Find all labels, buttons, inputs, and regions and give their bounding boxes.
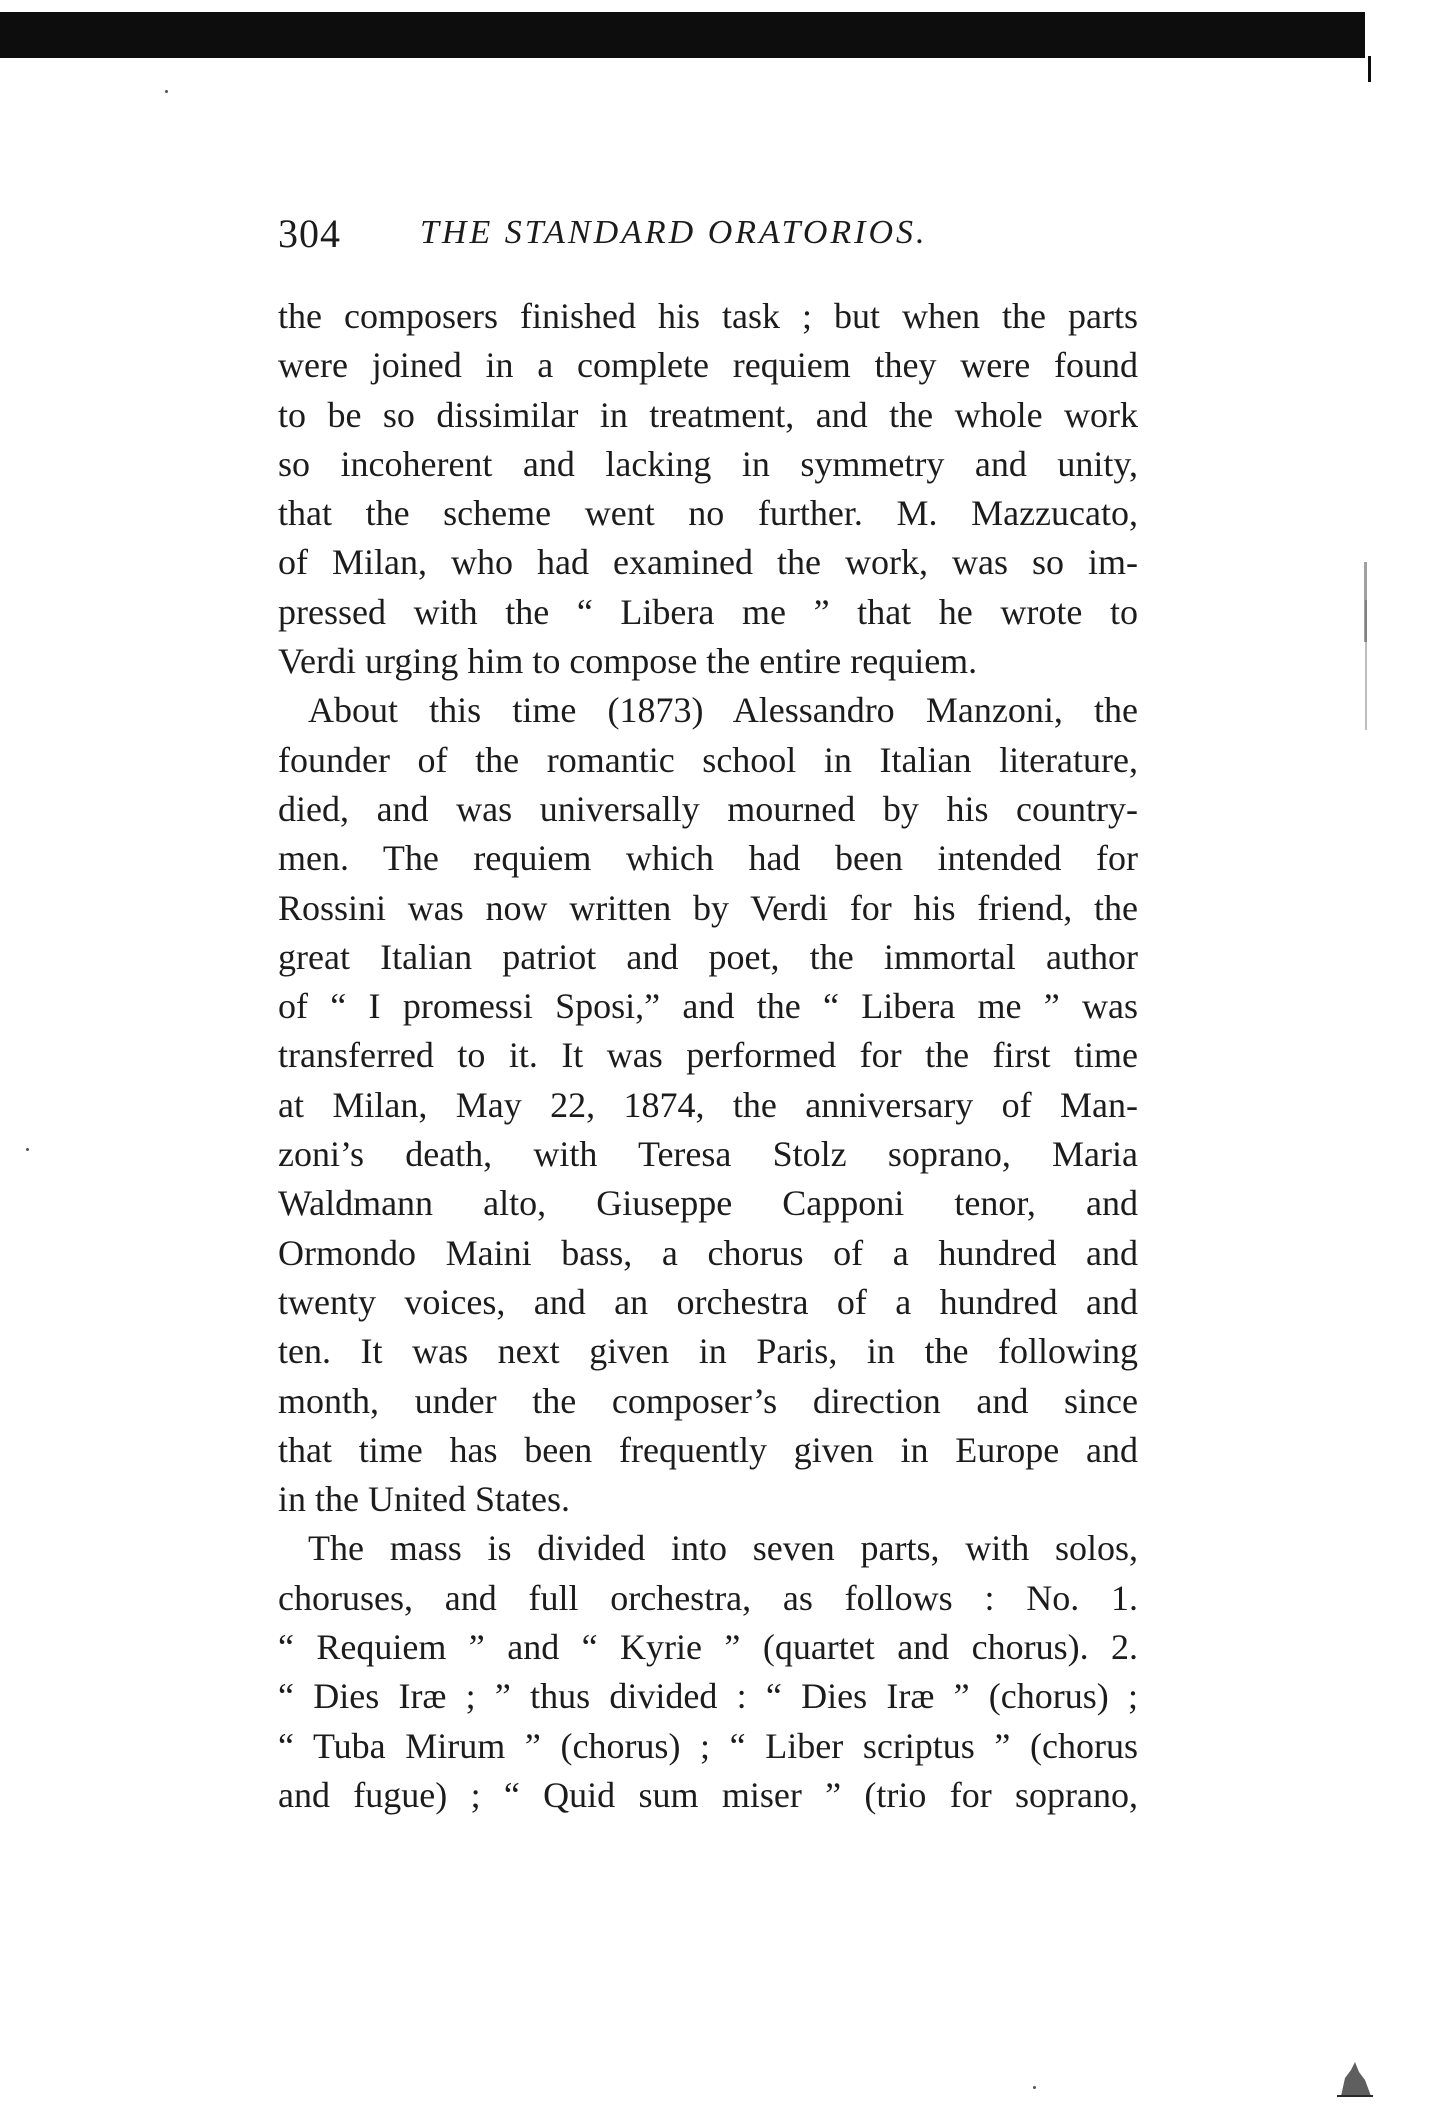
text-line: at Milan, May 22, 1874, the anniversary of Man- [278,1084,1138,1125]
text-line: founder of the romantic school in Italian literature, [278,739,1138,780]
text-line: Rossini was now written by Verdi for his friend, the [278,887,1138,928]
text-line: zoni’s death, with Teresa Stolz soprano, Maria [278,1134,1138,1175]
text-line: to be so dissimilar in treatment, and the whole work [278,394,1138,435]
text-line: Verdi urging him to compose the entire requiem. [278,641,978,682]
text-line: month, under the composer’s direction and since [278,1380,1138,1421]
page-number: 304 [278,211,341,256]
text-line: great Italian patriot and poet, the immortal author [278,936,1138,977]
text-line: men. The requiem which had been intended for [278,838,1138,879]
text-line: choruses, and full orchestra, as follows : No. 1. [278,1577,1138,1618]
text-line: that time has been frequently given in Europe and [278,1429,1138,1470]
text-line: in the United States. [278,1479,570,1520]
text-line: “ Dies Iræ ; ” thus divided : “ Dies Iræ ” (chorus) ; [278,1676,1138,1717]
text-line: died, and was universally mourned by his country- [278,788,1138,829]
scan-border-hook [1368,56,1371,82]
corner-ink-smudge [1335,2058,1375,2098]
text-line: pressed with the “ Libera me ” that he wrote to [278,591,1138,632]
page-header [278,210,1138,270]
text-line: and fugue) ; “ Quid sum miser ” (trio for soprano, [278,1774,1138,1815]
running-title: THE STANDARD ORATORIOS. [420,214,928,251]
text-line: transferred to it. It was performed for the first time [278,1035,1138,1076]
text-line: Waldmann alto, Giuseppe Capponi tenor, and [278,1183,1138,1224]
text-line: About this time (1873) Alessandro Manzoni, the [308,690,1138,731]
text-line: ten. It was next given in Paris, in the following [278,1331,1138,1372]
scan-top-border [0,12,1365,58]
text-line: The mass is divided into seven parts, with solos, [308,1528,1138,1569]
text-line: Ormondo Maini bass, a chorus of a hundred and [278,1232,1138,1273]
scan-speck [1033,2086,1036,2089]
text-line: “ Tuba Mirum ” (chorus) ; “ Liber scriptus ” (chorus [278,1725,1138,1766]
text-line: so incoherent and lacking in symmetry and unity, [278,443,1138,484]
scan-speck [26,1148,29,1151]
text-line: were joined in a complete requiem they were found [278,345,1138,386]
text-line: “ Requiem ” and “ Kyrie ” (quartet and chorus). 2. [278,1627,1138,1668]
text-line: the composers finished his task ; but when the parts [278,296,1138,336]
margin-scan-mark [1365,600,1367,730]
text-line: twenty voices, and an orchestra of a hundred and [278,1281,1138,1322]
body-text [278,292,1138,1820]
text-line: of Milan, who had examined the work, was so im- [278,542,1138,583]
paragraph-1 [278,292,1138,686]
scan-speck [165,90,168,93]
text-line: of “ I promessi Sposi,” and the “ Libera me ” was [278,986,1138,1027]
text-line: that the scheme went no further. M. Mazzucato, [278,493,1138,534]
paragraph-3 [278,1524,1138,1820]
paragraph-2 [278,686,1138,1524]
